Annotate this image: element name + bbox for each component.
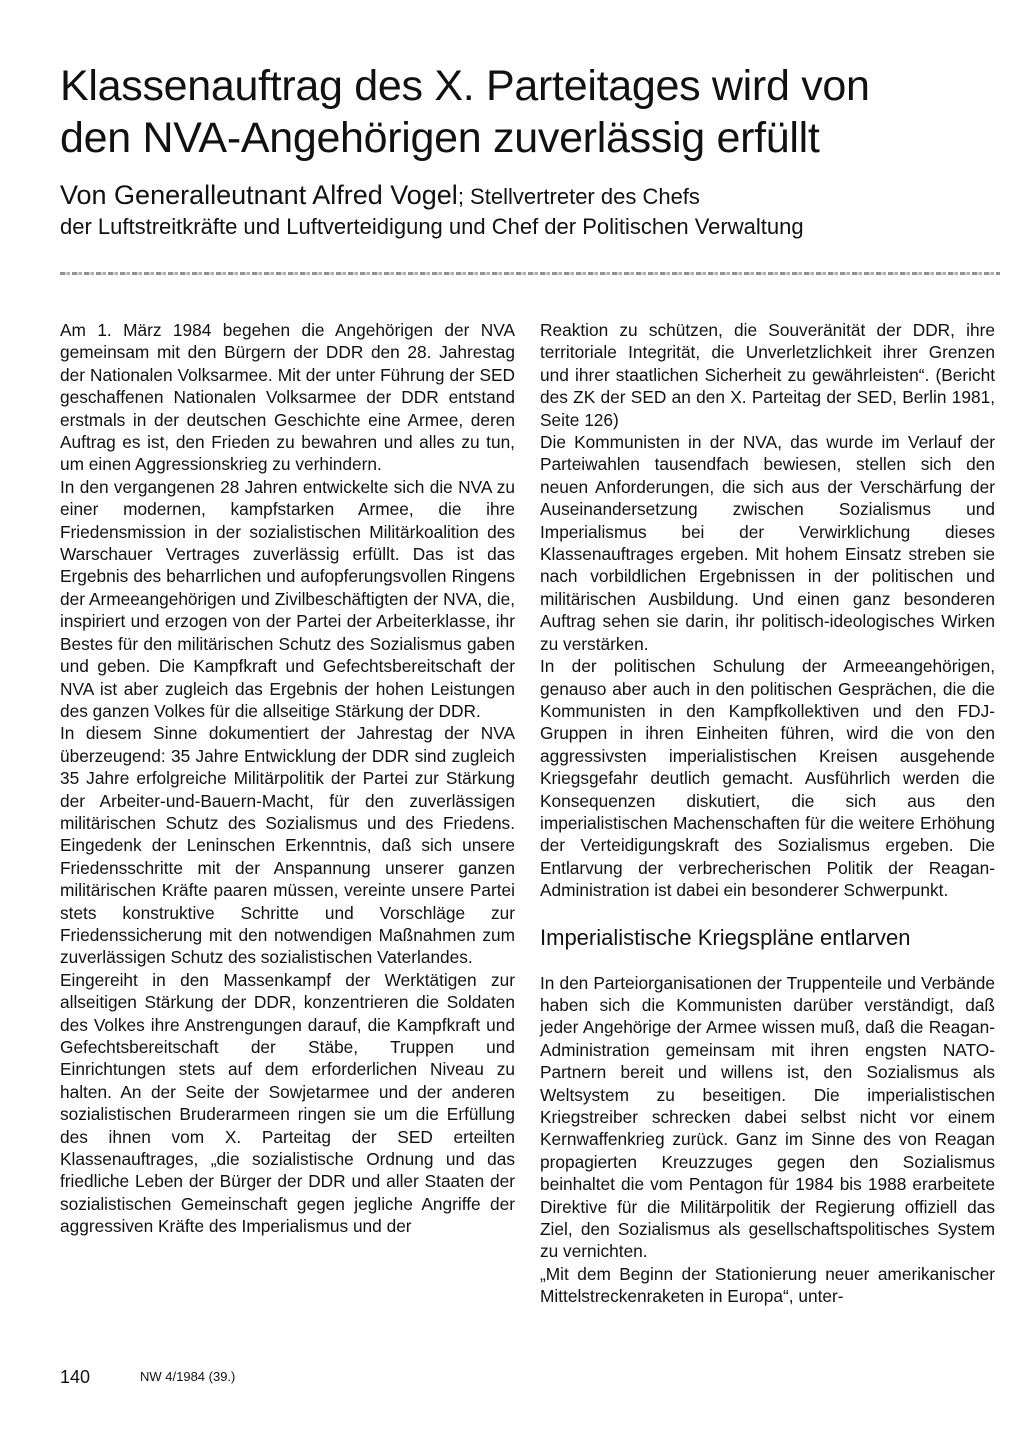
author-role-line-2: der Luftstreitkräfte und Luftverteidigung und Chef der Politischen Verwaltung — [60, 214, 804, 239]
paragraph: Am 1. März 1984 begehen die Angehörigen der NVA gemeinsam mit den Bürgern der DDR den 28. Jahrestag der Nationalen Volksarmee. Mit der unter Führung der SED geschaffenen Nationalen Volksarmee der DDR entstand erstmals in der deutschen Geschichte eine Armee, deren Auftrag es ist, den Frieden zu bewahren und alles zu tun, um einen Aggressionskrieg zu verhindern. — [60, 320, 515, 475]
byline — [60, 180, 1000, 242]
byline-separator: ; — [457, 184, 471, 209]
paragraph: Reaktion zu schützen, die Souveränität der DDR, ihre territoriale Integrität, die Unverletzlichkeit ihrer Grenzen und ihrer staatlichen Sicherheit zu gewährleisten“. (Bericht des ZK der SED an den X. Parteitag der SED, Berlin 1981, Seite 126) — [540, 320, 995, 430]
author-name: Von Generalleutnant Alfred Vogel — [60, 180, 458, 210]
left-column — [60, 319, 515, 1238]
paragraph: In diesem Sinne dokumentiert der Jahrestag der NVA überzeugend: 35 Jahre Entwicklung der DDR sind zugleich 35 Jahre erfolgreiche Militärpolitik der Partei zur Stärkung der Arbeiter-und-Bauern-Macht, für den zuverlässigen militärischen Schutz des Sozialismus und des Friedens. Eingedenk der Leninschen Erkenntnis, daß sich unsere Friedensschritte mit der Anspannung unserer ganzen militärischen Kräfte paaren müssen, vereinte unsere Partei stets konstruktive Schritte und Vorschläge zur Friedenssicherung mit den notwendigen Maßnahmen zum zuverlässigen Schutz des sozialistischen Vaterlandes. — [60, 723, 515, 968]
paragraph: In den vergangenen 28 Jahren entwickelte sich die NVA zu einer modernen, kampfstarken Armee, die ihre Friedensmission in der sozialistischen Militärkoalition des Warschauer Vertrages zuverlässig erfüllt. Das ist das Ergebnis des beharrlichen und aufopferungsvollen Ringens der Armeeangehörigen und Zivilbeschäftigten der NVA, die, inspiriert und erzogen von der Partei der Arbeiterklasse, ihr Bestes für den militärischen Schutz des Sozialismus gaben und geben. Die Kampfkraft und Gefechtsbereitschaft der NVA ist aber zugleich das Ergebnis der hohen Leistungen des ganzen Volkes für die allseitige Stärkung der DDR. — [60, 476, 515, 721]
paragraph: Die Kommunisten in der NVA, das wurde im Verlauf der Parteiwahlen tausendfach bewiesen, stellen sich den neuen Anforderungen, die sich aus der Verschärfung der Auseinandersetzung zwischen Sozialismus und Imperialismus bei der Verwirklichung dieses Klassenauftrages ergeben. Mit hohem Einsatz streben sie nach vorbildlichen Ergebnissen in der politischen und militärischen Ausbildung. Und einen ganz besonderen Auftrag sehen sie darin, ihr politisch-ideologisches Wirken zu verstärken. — [540, 432, 995, 654]
section-heading: Imperialistische Kriegspläne entlarven — [540, 924, 911, 950]
article-title — [60, 60, 1000, 164]
page-number: 140 — [60, 1367, 91, 1387]
paragraph: In den Parteiorganisationen der Truppenteile und Verbände haben sich die Kommunisten darüber verständigt, daß jeder Angehörige der Armee wissen muß, daß die Reagan-Administration gemeinsam mit ihren engsten NATO-Partnern bereit und willens ist, den Sozialismus als Weltsystem zu beseitigen. Die imperialistischen Kriegstreiber schrecken dabei selbst nicht vor einem Kernwaffenkrieg zurück. Ganz im Sinne des von Reagan propagierten Kreuzzuges gegen den Sozialismus beinhaltet die vom Pentagon für 1984 bis 1988 erarbeitete Direktive für die Militärpolitik der Regierung offiziell das Ziel, den Sozialismus als gesellschaftspolitisches System zu vernichten. — [540, 972, 995, 1262]
issue-reference: NW 4/1984 (39.) — [140, 1369, 236, 1384]
paragraph: Eingereiht in den Massenkampf der Werktätigen zur allseitigen Stärkung der DDR, konzentrieren die Soldaten des Volkes ihre Anstrengungen darauf, die Kampfkraft und Gefechtsbereitschaft der Stäbe, Truppen und Einrichtungen stets auf dem erforderlichen Niveau zu halten. An der Seite der Sowjetarmee und der anderen sozialistischen Bruderarmeen ringen sie um die Erfüllung des ihnen vom X. Parteitag der SED erteilten Klassenauftrages, „die sozialistische Ordnung und das friedliche Leben der Bürger der DDR und aller Staaten der sozialistischen Gemeinschaft gegen jegliche Angriffe der aggressiven Kräfte des Imperialismus und der — [60, 969, 515, 1237]
article-title-line-1: Klassenauftrag des X. Parteitages wird von — [60, 62, 870, 110]
header-divider — [60, 272, 1000, 275]
article-title-line-2: den NVA-Angehörigen zuverlässig erfüllt — [60, 114, 820, 162]
paragraph: In der politischen Schulung der Armeeangehörigen, genauso aber auch in den politischen Gesprächen, die die Kommunisten in den Kampfkollektiven und den FDJ-Gruppen in ihren Einheiten führen, wird die von den aggressivsten imperialistischen Kreisen ausgehende Kriegsgefahr deutlich gemacht. Ausführlich werden die Konsequenzen diskutiert, die sich aus den imperialistischen Machenschaften für die weitere Erhöhung der Verteidigungskraft des Sozialismus ergeben. Die Entlarvung der verbrecherischen Politik der Reagan-Administration ist dabei ein besonderer Schwerpunkt. — [540, 656, 995, 901]
author-role-line-1: Stellvertreter des Chefs — [470, 184, 700, 209]
right-column — [540, 319, 995, 1308]
paragraph: „Mit dem Beginn der Stationierung neuer amerikanischer Mittelstreckenraketen in Europa“, unter- — [540, 1263, 995, 1307]
